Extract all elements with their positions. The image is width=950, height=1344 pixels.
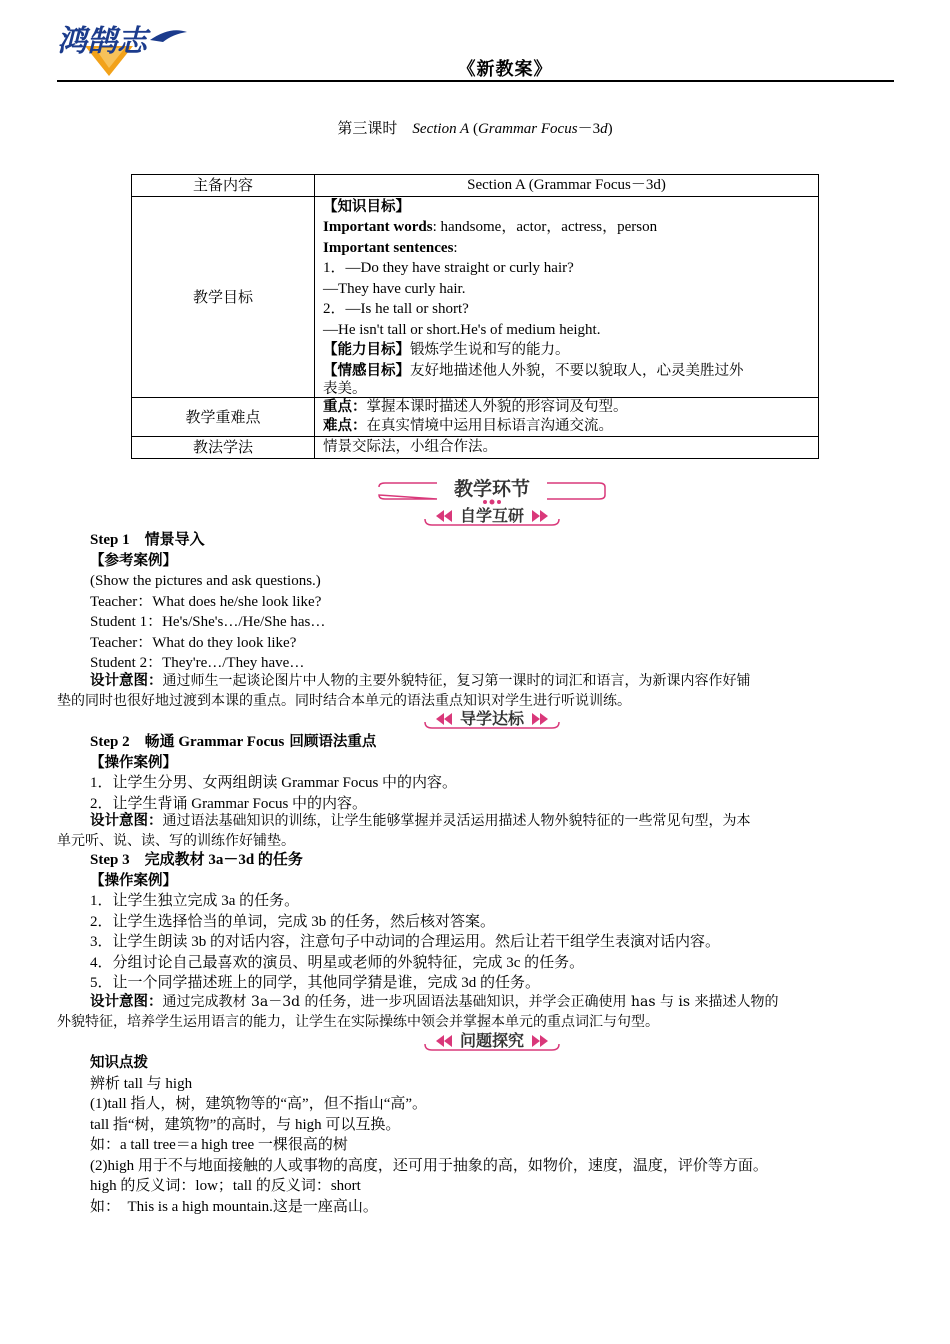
- step3-line: 1．让学生独立完成 3a 的任务。: [90, 893, 300, 909]
- teaching-steps-banner: [377, 473, 607, 505]
- knowledge-line: high 的反义词：low；tall 的反义词：short: [90, 1178, 361, 1194]
- key-point-tag: 重点：: [323, 399, 367, 415]
- step3-line: 4．分组讨论自己最喜欢的演员、明星或老师的外貌特征，完成 3c 的任务。: [90, 954, 585, 971]
- explore-text: 问题探究: [459, 1031, 525, 1050]
- step3-line: 2．让学生选择恰当的单词，完成 3b 的任务，然后核对答案。: [90, 913, 496, 930]
- step2-design-intent: 设计意图：通过语法基础知识的训练，让学生能够掌握并灵活运用描述人物外貌特征的一些常见句型，为本 单元听、说、读、写的训练作好铺垫。: [57, 813, 751, 849]
- row-value: Section A (Grammar Focus－3d): [315, 175, 819, 197]
- ability-goal-tag: 【能力目标】: [323, 342, 410, 358]
- step3-title: Step 3 完成教材 3a－3d 的任务: [90, 852, 303, 868]
- row-label: 教学目标: [132, 196, 315, 398]
- step3-line: 5．让一个同学描述班上的同学，其他同学猜是谁，完成 3d 的任务。: [90, 975, 541, 991]
- step1-line: Student 2：They're…/They have…: [90, 655, 305, 671]
- lesson-grammar: Grammar Focus: [477, 121, 578, 137]
- difficulty-tag: 难点：: [323, 418, 367, 434]
- sentence-1: 1．—Do they have straight or curly hair?: [323, 260, 574, 276]
- difficulty-text: 在真实情境中运用目标语言沟通交流。: [366, 418, 613, 434]
- step3-line: 3．让学生朗读 3b 的对话内容，注意句子中动词的合理运用。然后让若干组学生表演对话内容。: [90, 934, 721, 950]
- key-point-text: 掌握本课时描述人外貌的形容词及句型。: [366, 399, 628, 415]
- knowledge-title: 知识点拨: [90, 1055, 148, 1071]
- header-divider: [57, 80, 894, 82]
- table-row: [132, 196, 819, 398]
- row-label: 教学重难点: [132, 398, 315, 437]
- step1-case-tag: 【参考案例】: [90, 552, 177, 569]
- step3-section: [90, 850, 895, 994]
- sentences-label: Important sentences: [323, 239, 454, 256]
- emotion-goal-text: 友好地描述他人外貌，不要以貌取人，心灵美胜过外: [410, 362, 744, 379]
- row-label: 主备内容: [132, 175, 315, 197]
- emotion-goal-text-2: 表美。: [323, 381, 367, 397]
- step2-line: 1．让学生分男、女两组朗读 Grammar Focus 中的内容。: [90, 775, 458, 791]
- self-study-banner: [422, 505, 562, 527]
- knowledge-line: 如：a tall tree＝a high tree 一棵很高的树: [90, 1137, 348, 1153]
- table-row: [132, 175, 819, 197]
- logo-text: 鸿鹄志: [57, 24, 147, 59]
- step1-line: Teacher：What does he/she look like?: [90, 593, 322, 610]
- emotion-goal-tag: 【情感目标】: [323, 362, 410, 379]
- guide-text: 导学达标: [459, 709, 525, 728]
- step2-section: Step 2 畅通 Grammar Focus 回顾语法重点 【操作案例】 1．让学生分男、女两组朗读 Grammar Focus 中的内容。 2．让学生背诵 Grammar Focus 中的内容。: [90, 732, 895, 814]
- lesson-section: Section A: [412, 121, 470, 137]
- header-title: 《新教案》: [457, 59, 553, 79]
- step1-title: Step 1 情景导入: [90, 532, 205, 548]
- table-row: [132, 437, 819, 459]
- words-value: : handsome，actor，actress，person: [432, 219, 658, 235]
- sentence-4: —He isn't tall or short.He's of medium height.: [323, 321, 601, 338]
- knowledge-line: tall 指“树，建筑物”的高时，与 high 可以互换。: [90, 1116, 401, 1133]
- lesson-plan-table: [131, 174, 819, 459]
- knowledge-goal-tag: 【知识目标】: [323, 198, 410, 215]
- explore-banner: [422, 1030, 562, 1052]
- sentence-2: —They have curly hair.: [323, 280, 466, 297]
- lesson-number: 第三课时: [337, 121, 398, 137]
- lesson-title: 第三课时 Section A (Grammar Focus－3d): [337, 121, 613, 137]
- sentence-3: 2．—Is he tall or short?: [323, 301, 469, 317]
- step3-design-intent: 设计意图：通过完成教材 3a－3d 的任务，进一步巩固语法基础知识，并学会正确使用 has 与 is 来描述人物的 外貌特征，培养学生运用语言的能力，让学生在实际操练中领会并掌握本单元的重点词汇与句型。: [57, 994, 779, 1030]
- guide-banner: [422, 708, 562, 730]
- step1-line: (Show the pictures and ask questions.): [90, 573, 321, 589]
- knowledge-line: (2)high 用于不与地面接触的人或事物的高度，还可用于抽象的高，如物价，速度，温度，评价等方面。: [90, 1157, 768, 1174]
- step2-line: 2．让学生背诵 Grammar Focus 中的内容。: [90, 795, 368, 812]
- step2-title: Step 2 畅通: [90, 734, 179, 750]
- knowledge-line: (1)tall 指人，树，建筑物等的“高”，但不指山“高”。: [90, 1096, 428, 1112]
- words-label: Important words: [323, 219, 433, 235]
- knowledge-line: 辨析 tall 与 high: [90, 1075, 193, 1092]
- knowledge-section: [90, 1053, 895, 1217]
- step2-case-tag: 【操作案例】: [90, 754, 177, 771]
- row-label: 教法学法: [132, 437, 315, 459]
- step1-line: Teacher：What do they look like?: [90, 634, 297, 651]
- step1-section: [90, 530, 895, 674]
- method-value: 情景交际法，小组合作法。: [315, 437, 819, 459]
- key-points-cell: [315, 398, 819, 437]
- step1-line: Student 1：He's/She's…/He/She has…: [90, 614, 326, 630]
- step1-design-intent: 设计意图：通过师生一起谈论图片中人物的主要外貌特征，复习第一课时的词汇和语言，为新课内容作好铺 垫的同时也很好地过渡到本课的重点。同时结合本单元的语法重点知识对学生进行听说训练。: [57, 673, 751, 709]
- knowledge-line: 如： This is a high mountain.这是一座高山。: [90, 1198, 378, 1215]
- table-row: [132, 398, 819, 437]
- step3-case-tag: 【操作案例】: [90, 872, 177, 889]
- self-study-text: 自学互研: [459, 506, 525, 525]
- ability-goal-text: 锻炼学生说和写的能力。: [410, 342, 570, 358]
- banner-main-text: 教学环节: [453, 478, 531, 500]
- objectives-cell: 【知识目标】 Important words: handsome，actor，actress，person Important sentences: 1．—Do they have straight or curly hair? —They have curly hair. 2．—Is he tall or short? —He isn't tall or short.He's of medium height. 【能力目标】锻炼学生说和写的能力。 【情感目标】友好地描述他人外貌，不要以貌取人，心灵美胜过外 表美。: [315, 196, 819, 398]
